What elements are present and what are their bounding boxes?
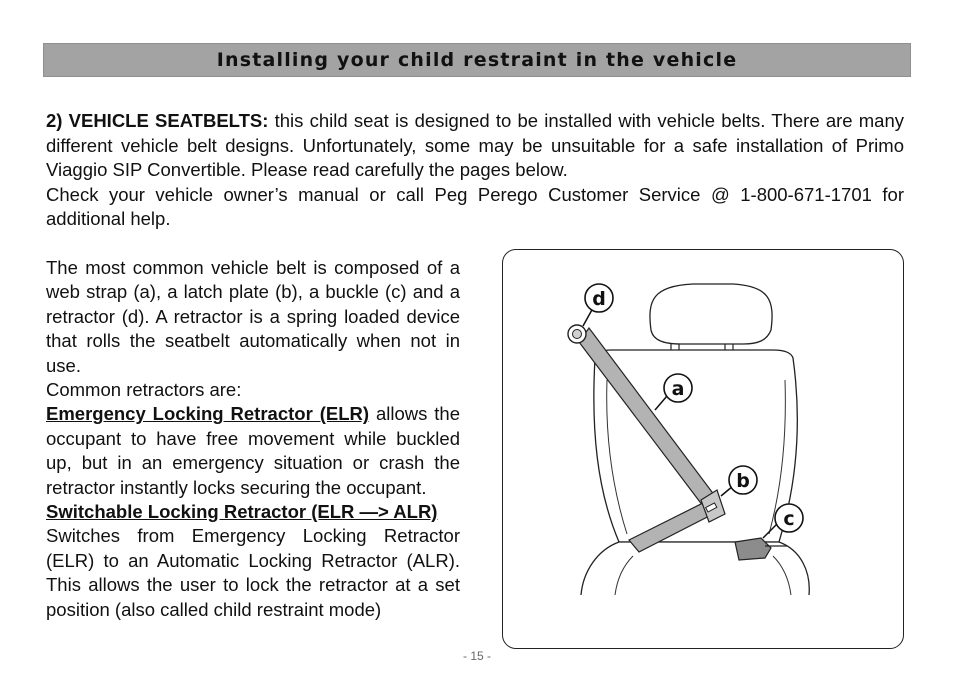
- slr-text: Switches from Emergency Locking Retractor (ELR) to an Automatic Locking Retractor (ALR). This allows the user to lock the retractor at a set position (also called child restraint mode): [46, 525, 460, 620]
- label-b: b: [736, 470, 750, 492]
- slr-paragraph: [46, 500, 460, 622]
- headrest: [650, 284, 772, 344]
- intro-lead: 2) VEHICLE SEATBELTS:: [46, 110, 269, 131]
- intro-text: this child seat is designed to be installed with vehicle belts. There are many different vehicle belt designs. Unfortunately, some may be unsuitable for a safe installation of Primo Viaggio SIP Convertible. Please read carefully the pages below.: [46, 110, 904, 180]
- intro-section: [46, 109, 904, 232]
- section-header-bar: [43, 43, 911, 77]
- common-retractors-heading: Common retractors are:: [46, 379, 242, 401]
- retractor-center: [573, 330, 582, 339]
- label-d: d: [592, 288, 606, 310]
- seat-cushion: [581, 542, 809, 595]
- intro-paragraph: [46, 109, 904, 183]
- label-a: a: [671, 378, 685, 400]
- slr-title: Switchable Locking Retractor (ELR —> ALR): [46, 501, 438, 523]
- label-d-callout: [583, 284, 613, 326]
- help-paragraph: Check your vehicle owner’s manual or call Peg Perego Customer Service @ 1-800-671-1701 for additional help.: [46, 183, 904, 229]
- elr-title: Emergency Locking Retractor (ELR): [46, 403, 370, 425]
- section-title: Installing your child restraint in the vehicle: [216, 49, 738, 71]
- seatbelt-illustration: [502, 249, 904, 649]
- label-c: c: [783, 508, 795, 530]
- belt-composition-paragraph: The most common vehicle belt is composed of a web strap (a), a latch plate (b), a buckle (c) and a retractor (d). A retractor is a spring loaded device that rolls the seatbelt automatically when not in use.: [46, 257, 460, 376]
- belt-description: [46, 256, 460, 622]
- seatbelt-diagram: [503, 250, 904, 649]
- page-number: - 15 -: [462, 649, 491, 663]
- elr-text: allows the occupant to have free movement while buckled up, but in an emergency situation or crash the retractor instantly locks securing the occupant.: [46, 403, 460, 498]
- elr-paragraph: [46, 402, 460, 500]
